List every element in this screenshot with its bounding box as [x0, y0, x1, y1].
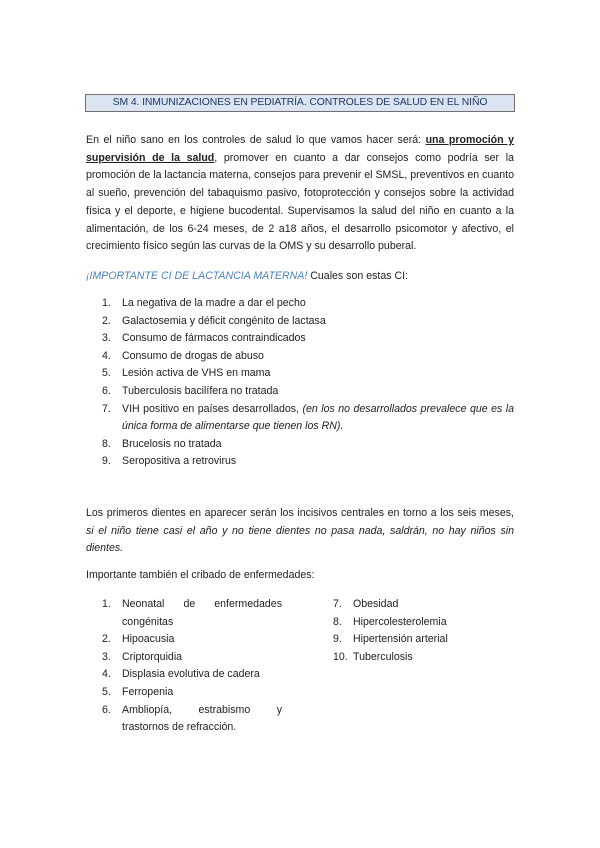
list-number: 9. [102, 455, 111, 468]
list-item [102, 666, 282, 684]
ci-list [102, 295, 514, 471]
list-number: 1. [102, 297, 111, 309]
list-number: 7. [333, 598, 342, 610]
list-number: 2. [102, 633, 111, 646]
list-item [102, 383, 514, 401]
list-number: 3. [102, 332, 111, 345]
list-number: 5. [102, 367, 111, 380]
list-text: Criptorquidia [122, 650, 183, 663]
screening-heading: Importante también el cribado de enfermedades: [86, 569, 315, 581]
list-number: 9. [333, 633, 342, 646]
intro-text: En el niño sano en los controles de salud lo que vamos hacer será: [86, 134, 426, 146]
screening-list-left [102, 596, 282, 737]
list-word: de [183, 598, 196, 610]
list-text: Consumo de drogas de abuso [122, 349, 264, 362]
list-text: Hipoacusia [122, 633, 175, 646]
list-number: 8. [102, 437, 111, 450]
list-text-line [122, 596, 282, 614]
list-number: 8. [333, 615, 342, 628]
list-item [333, 649, 513, 667]
list-item [102, 365, 514, 383]
list-number: 2. [102, 314, 111, 327]
list-word: enfermedades [214, 598, 282, 610]
teeth-paragraph [86, 505, 514, 558]
list-number: 6. [102, 703, 111, 716]
list-word: estrabismo [198, 703, 251, 716]
list-item [102, 436, 514, 454]
screening-list-right [333, 596, 513, 666]
list-number: 5. [102, 685, 111, 698]
list-item [102, 684, 282, 702]
list-item [333, 631, 513, 649]
list-text: Tuberculosis bacilífera no tratada [122, 384, 279, 397]
list-item [102, 649, 282, 667]
list-text: congénitas [122, 615, 174, 628]
ci-heading-text: Cuales son estas CI: [307, 270, 408, 282]
teeth-text: Los primeros dientes en aparecer serán los incisivos centrales en torno a los seis meses, [86, 507, 514, 519]
list-item [102, 348, 514, 366]
ci-heading [86, 270, 408, 282]
teeth-italic: si el niño tiene casi el año y no tiene dientes no pasa nada, saldrán, no hay niños sin dientes. [86, 524, 514, 555]
list-number: 10. [333, 650, 348, 663]
list-text: Obesidad [353, 598, 399, 610]
intro-emphasis: una promoción y supervisión de la salud [86, 134, 514, 164]
list-text: Displasia evolutiva de cadera [122, 668, 260, 681]
list-text: Consumo de fármacos contraindicados [122, 332, 306, 345]
list-text: VIH positivo en países desarrollados, [122, 402, 303, 415]
intro-paragraph [86, 132, 514, 256]
list-item [102, 596, 282, 631]
list-text: Hipertensión arterial [353, 633, 448, 646]
list-item [102, 295, 514, 313]
list-text: Tuberculosis [353, 650, 413, 663]
list-item [333, 614, 513, 632]
list-word: Ambliopía, [122, 703, 173, 716]
list-text-line [122, 702, 282, 720]
section-title: SM 4. INMUNIZACIONES EN PEDIATRÍA. CONTROLES DE SALUD EN EL NIÑO [85, 94, 515, 112]
list-text: Lesión activa de VHS en mama [122, 367, 271, 380]
list-text: Brucelosis no tratada [122, 437, 222, 450]
list-text: trastornos de refracción. [122, 721, 237, 734]
list-text: Hipercolesterolemia [353, 615, 447, 628]
list-number: 3. [102, 650, 111, 663]
list-number: 6. [102, 384, 111, 397]
ci-highlight: ¡IMPORTANTE CI DE LACTANCIA MATERNA! [86, 270, 308, 282]
list-item [102, 401, 514, 436]
list-number: 1. [102, 598, 111, 610]
list-item [102, 313, 514, 331]
list-word: y [276, 703, 282, 716]
list-item [102, 330, 514, 348]
list-item [102, 453, 514, 471]
list-item [102, 702, 282, 737]
list-number: 4. [102, 668, 111, 681]
intro-text-continued: , promover en cuanto a dar consejos como podría ser la promoción de la lactancia materna, consejos para prevenir el SMSL, preventivos en cuanto al sueño, prevención del tabaquismo pasivo, fotoprotección y consejos sobre la actividad física y el deporte, e higiene bucodental. Supervisamos la salud del niño en cuanto a la alimentación, de los 6-24 meses, de 2 a18 años, el desarrollo psicomotor y afectivo, el crecimiento físico según las curvas de la OMS y su desarrollo puberal. [86, 151, 514, 253]
list-number: 4. [102, 349, 111, 362]
list-text: Ferropenia [122, 685, 174, 698]
list-text: Galactosemia y déficit congénito de lactasa [122, 314, 326, 327]
list-number: 7. [102, 402, 111, 415]
list-item [333, 596, 513, 614]
list-text: Seropositiva a retrovirus [122, 455, 237, 468]
list-text: La negativa de la madre a dar el pecho [122, 297, 306, 309]
list-word: Neonatal [122, 598, 165, 610]
list-note: (en los no desarrollados prevalece que es la única forma de alimentarse que tienen los RN). [122, 402, 514, 433]
list-item [102, 631, 282, 649]
